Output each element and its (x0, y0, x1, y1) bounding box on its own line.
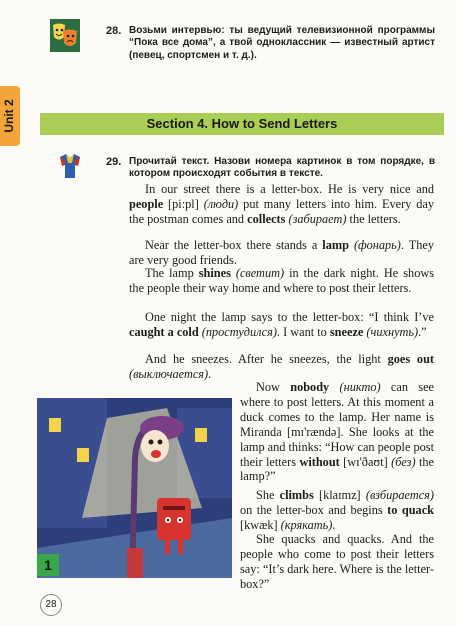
story-paragraph-2: Near the letter-box there stands a lamp (фонарь). They are very good friends. (129, 238, 434, 267)
exercise-28-text: Возьми интервью: ты ведущий телевизионной программы “Пока все дома”, а твой одноклассник — известный артист (певец, спортсмен и т. д.). (129, 25, 435, 61)
story-illustration (37, 398, 232, 578)
exercise-29-number: 29. (106, 156, 122, 168)
exercise-29-instruction: Прочитай текст. Назови номера картинок в том порядке, в котором происходят события в тексте. (129, 156, 435, 180)
exercise-28-number: 28. (106, 25, 122, 37)
illustration-number-badge (37, 554, 59, 576)
story-paragraph-7: She climbs [klaɪmz] (взбирается) on the letter-box and begins to quack [kwæk] (крякать). (240, 488, 434, 532)
page-number: 28 (40, 594, 62, 616)
story-paragraph-6: Now nobody (никто) can see where to post letters. At this moment a duck comes to the lamp. Her name is Miranda [mɪ'rændə]. She looks at the lamp and thinks: “How can people post their letters without [wɪ'ðaʊt] (без) the lamp?” (240, 380, 435, 484)
story-paragraph-5: And he sneezes. After he sneezes, the light goes out (выключается). (129, 352, 434, 381)
lamp-and-letterbox-picture (37, 398, 232, 578)
story-paragraph-1: In our street there is a letter-box. He is very nice and people [pi:pl] (люди) put many letters into him. Every day the postman comes and collects (забирает) the letters. (129, 182, 434, 226)
story-paragraph-8: She quacks and quacks. And the people who come to post their letters say: “It’s dark here. Where is the letter-box?” (240, 532, 434, 591)
illustration-number: 1 (44, 557, 52, 573)
story-paragraph-4: One night the lamp says to the letter-box: “I think I’ve caught a cold (простудился). I want to sneeze (чихнуть).” (129, 310, 434, 339)
section-banner (40, 113, 444, 135)
unit-tab-label: Unit 2 (2, 99, 16, 133)
unit-tab (0, 86, 20, 146)
story-paragraph-3: The lamp shines (светит) in the dark night. He shows the people their way home and where to post their letters. (129, 266, 435, 295)
theatre-masks-icon (50, 19, 80, 52)
section-title: Section 4. How to Send Letters (146, 116, 338, 131)
reading-icon (56, 152, 84, 180)
